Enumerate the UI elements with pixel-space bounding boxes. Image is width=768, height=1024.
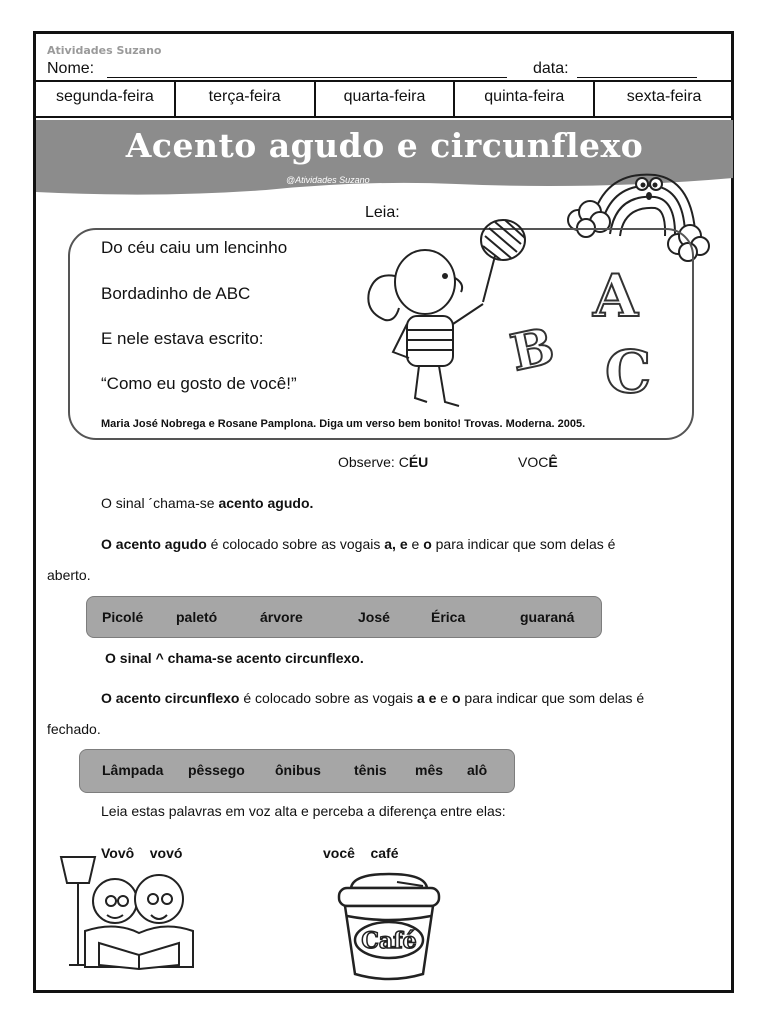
weekday-cell: terça-feira <box>176 82 316 116</box>
poem-credit: Maria José Nobrega e Rosane Pamplona. Diga um verso bem bonito! Trovas. Moderna. 2005. <box>101 418 586 430</box>
date-label: data: <box>533 60 569 77</box>
coffee-cup-icon <box>333 868 445 988</box>
acute-word: árvore <box>260 609 303 625</box>
banner-subtitle: @Atividades Suzano <box>286 175 370 185</box>
circumflex-intro: O sinal ^ chama-se acento circunflexo. <box>105 650 364 666</box>
letter-c: C <box>605 338 652 398</box>
page-title: Acento agudo e circunflexo <box>125 126 644 165</box>
circumflex-rule: O acento circunflexo é colocado sobre as vogais a e e o para indicar que som delas é <box>101 690 645 706</box>
weekday-table <box>36 80 733 118</box>
circumflex-word-strip <box>79 749 515 793</box>
circumflex-rule-end: fechado. <box>47 721 101 737</box>
observe-line <box>338 454 558 470</box>
name-label: Nome: <box>47 60 95 77</box>
weekday-cell: quinta-feira <box>455 82 595 116</box>
acute-word-strip <box>86 596 602 638</box>
acute-word: guaraná <box>520 609 575 625</box>
poem-line: E nele estava escrito: <box>101 329 264 348</box>
compare-instruction: Leia estas palavras em voz alta e perceba a diferença entre elas: <box>101 803 506 819</box>
acute-word: Picolé <box>102 609 144 625</box>
acute-word: Érica <box>431 609 466 625</box>
word-pair-vovo: Vovô vovó <box>101 845 183 861</box>
acute-intro: O sinal ´chama-se acento agudo. <box>101 495 314 511</box>
poem-line: Bordadinho de ABC <box>101 284 251 303</box>
circumflex-word: ônibus <box>275 762 321 778</box>
letter-b: B <box>505 315 560 383</box>
name-field[interactable] <box>107 77 507 78</box>
watermark: Atividades Suzano <box>47 44 162 57</box>
acute-rule-end: aberto. <box>47 567 91 583</box>
poem-line: “Como eu gosto de você!” <box>101 374 297 393</box>
circumflex-word: pêssego <box>188 762 245 778</box>
circumflex-word: mês <box>415 762 444 778</box>
weekday-cell: quarta-feira <box>316 82 456 116</box>
name-date-row <box>47 60 727 82</box>
poem-line: Do céu caiu um lencinho <box>101 238 288 257</box>
observe-prefix: Observe: C <box>338 454 409 470</box>
circumflex-word: tênis <box>354 762 387 778</box>
abc-letters-icon <box>505 258 670 398</box>
circumflex-word: alô <box>467 762 488 778</box>
acute-rule: O acento agudo é colocado sobre as vogais a, e e o para indicar que som delas é <box>101 536 616 552</box>
observe-voce: VOCÊ <box>518 454 558 470</box>
acute-word: José <box>358 609 390 625</box>
weekday-cell: segunda-feira <box>36 82 176 116</box>
word-pair-voce: você café <box>323 845 399 861</box>
letter-a: A <box>593 262 639 330</box>
read-label: Leia: <box>365 204 400 221</box>
weekday-cell: sexta-feira <box>626 88 702 105</box>
cup-label: Café <box>361 928 417 954</box>
acute-word: paletó <box>176 609 218 625</box>
grandparents-reading-icon <box>55 845 215 975</box>
date-field[interactable] <box>577 77 697 78</box>
observe-ceu-accent: ÉU <box>408 454 429 470</box>
circumflex-word: Lâmpada <box>102 762 164 778</box>
